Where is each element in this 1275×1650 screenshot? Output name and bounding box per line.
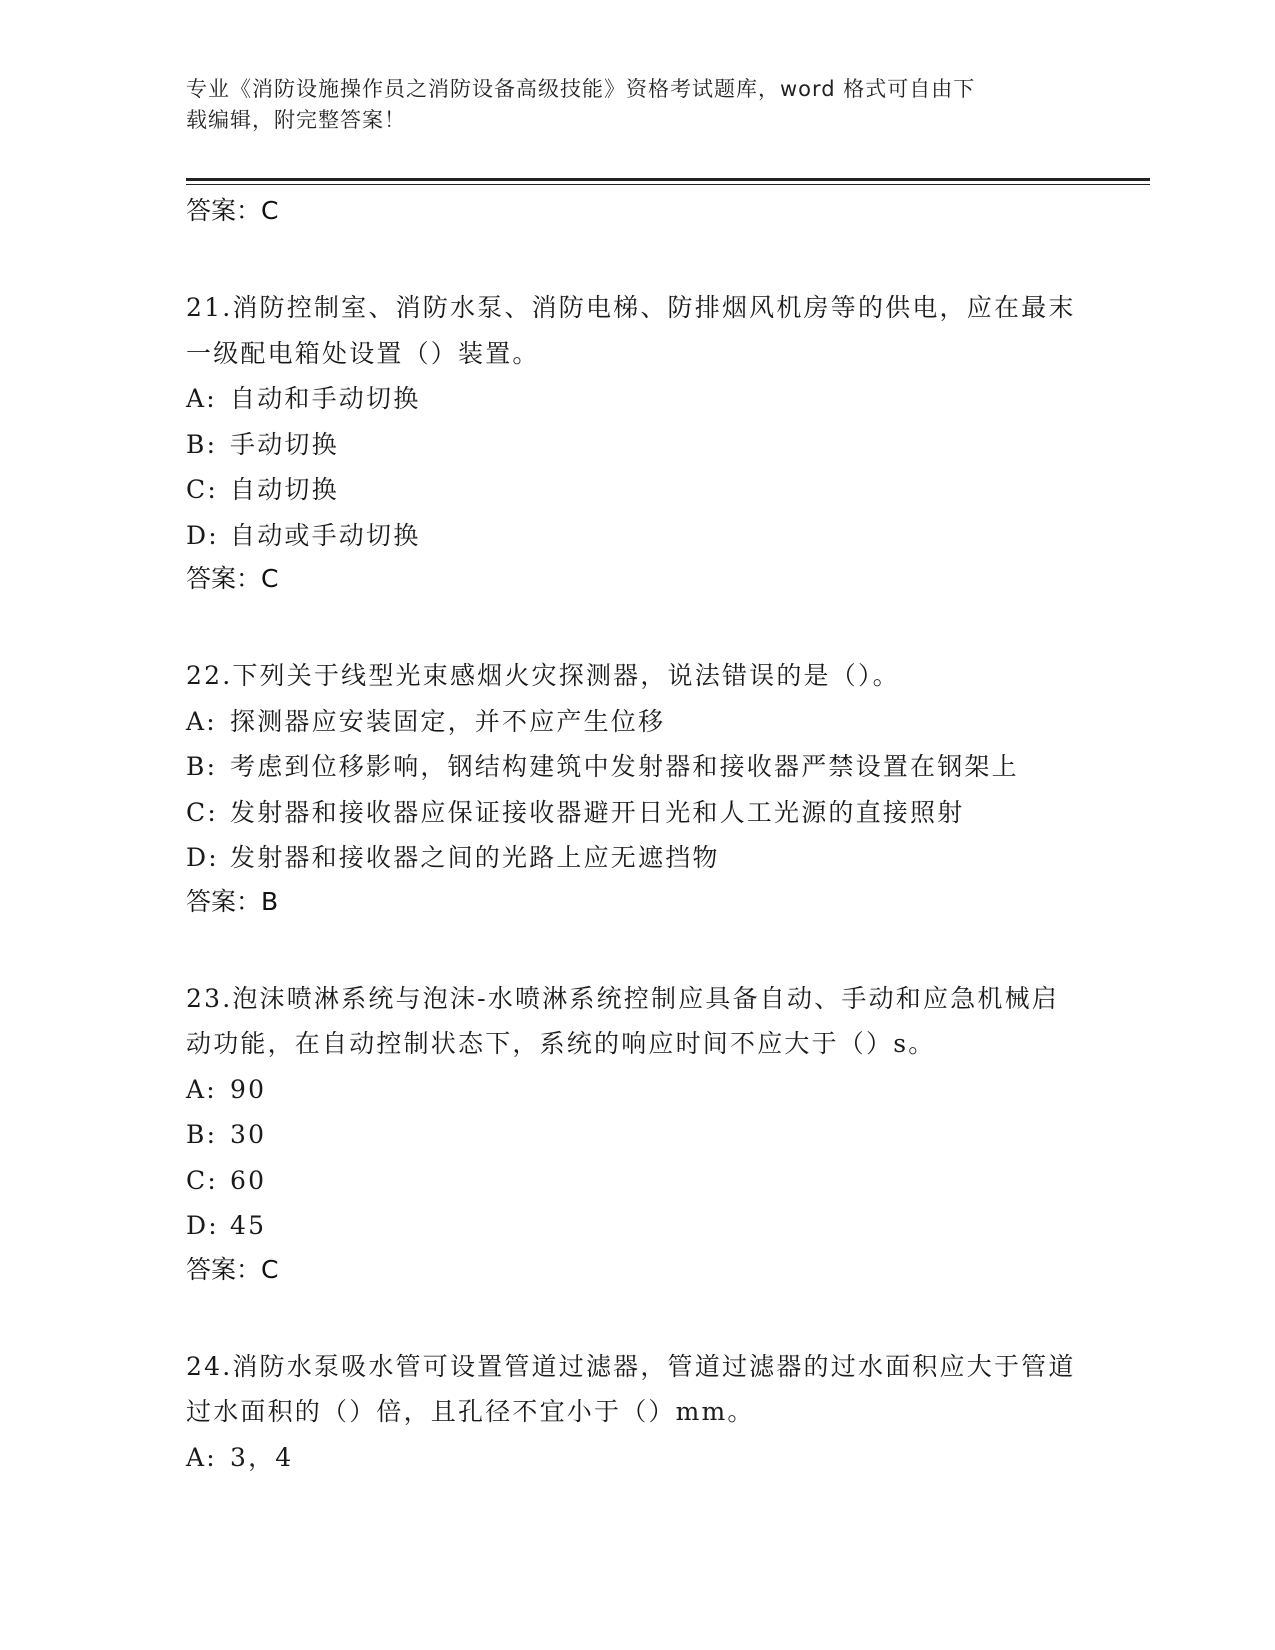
question-24 xyxy=(186,1344,1086,1481)
answer: 答案：C xyxy=(186,564,279,593)
question-21 xyxy=(186,285,1086,607)
option-b: B: 30 xyxy=(186,1120,267,1149)
option-b: B: 手动切换 xyxy=(186,429,339,459)
option-d: D: 45 xyxy=(186,1211,267,1240)
option-a: A: 90 xyxy=(186,1074,267,1104)
option-c: C: 60 xyxy=(186,1165,267,1195)
option-d: D: 自动或手动切换 xyxy=(186,520,421,550)
header-line-1: 专业《消防设施操作员之消防设备高级技能》资格考试题库，word 格式可自由下 xyxy=(186,77,976,101)
answer: 答案：B xyxy=(186,886,279,916)
option-d: D: 发射器和接收器之间的光路上应无遮挡物 xyxy=(186,843,720,872)
header-divider-thick xyxy=(186,178,1150,181)
header-divider-thin xyxy=(186,184,1150,185)
option-c: C: 自动切换 xyxy=(186,475,339,504)
question-list xyxy=(186,190,1086,1480)
question-text: 21.消防控制室、消防水泵、消防电梯、防排烟风机房等的供电，应在最末一级配电箱处设置（）装置。 xyxy=(186,293,1076,368)
question-text: 23.泡沫喷淋系统与泡沫-水喷淋系统控制应具备自动、手动和应急机械启动功能，在自动控制状态下，系统的响应时间不应大于（）s。 xyxy=(186,983,1060,1058)
option-a: A: 自动和手动切换 xyxy=(186,384,421,413)
question-23 xyxy=(186,976,1086,1298)
question-text: 22.下列关于线型光束感烟火灾探测器，说法错误的是（）。 xyxy=(186,661,900,690)
document-header xyxy=(186,74,1086,136)
option-c: C: 发射器和接收器应保证接收器避开日光和人工光源的直接照射 xyxy=(186,797,965,827)
question-text: 24.消防水泵吸水管可设置管道过滤器，管道过滤器的过水面积应大于管道过水面积的（）倍，且孔径不宜小于（）mm。 xyxy=(186,1351,1076,1426)
question-22 xyxy=(186,653,1086,930)
answer: 答案：C xyxy=(186,1254,279,1284)
header-line-2: 载编辑，附完整答案！ xyxy=(186,108,406,132)
option-b: B: 考虑到位移影响，钢结构建筑中发射器和接收器严禁设置在钢架上 xyxy=(186,752,1019,781)
previous-answer: 答案：C xyxy=(186,196,279,225)
option-a: A: 3，4 xyxy=(186,1442,294,1472)
option-a: A: 探测器应安装固定，并不应产生位移 xyxy=(186,706,666,736)
